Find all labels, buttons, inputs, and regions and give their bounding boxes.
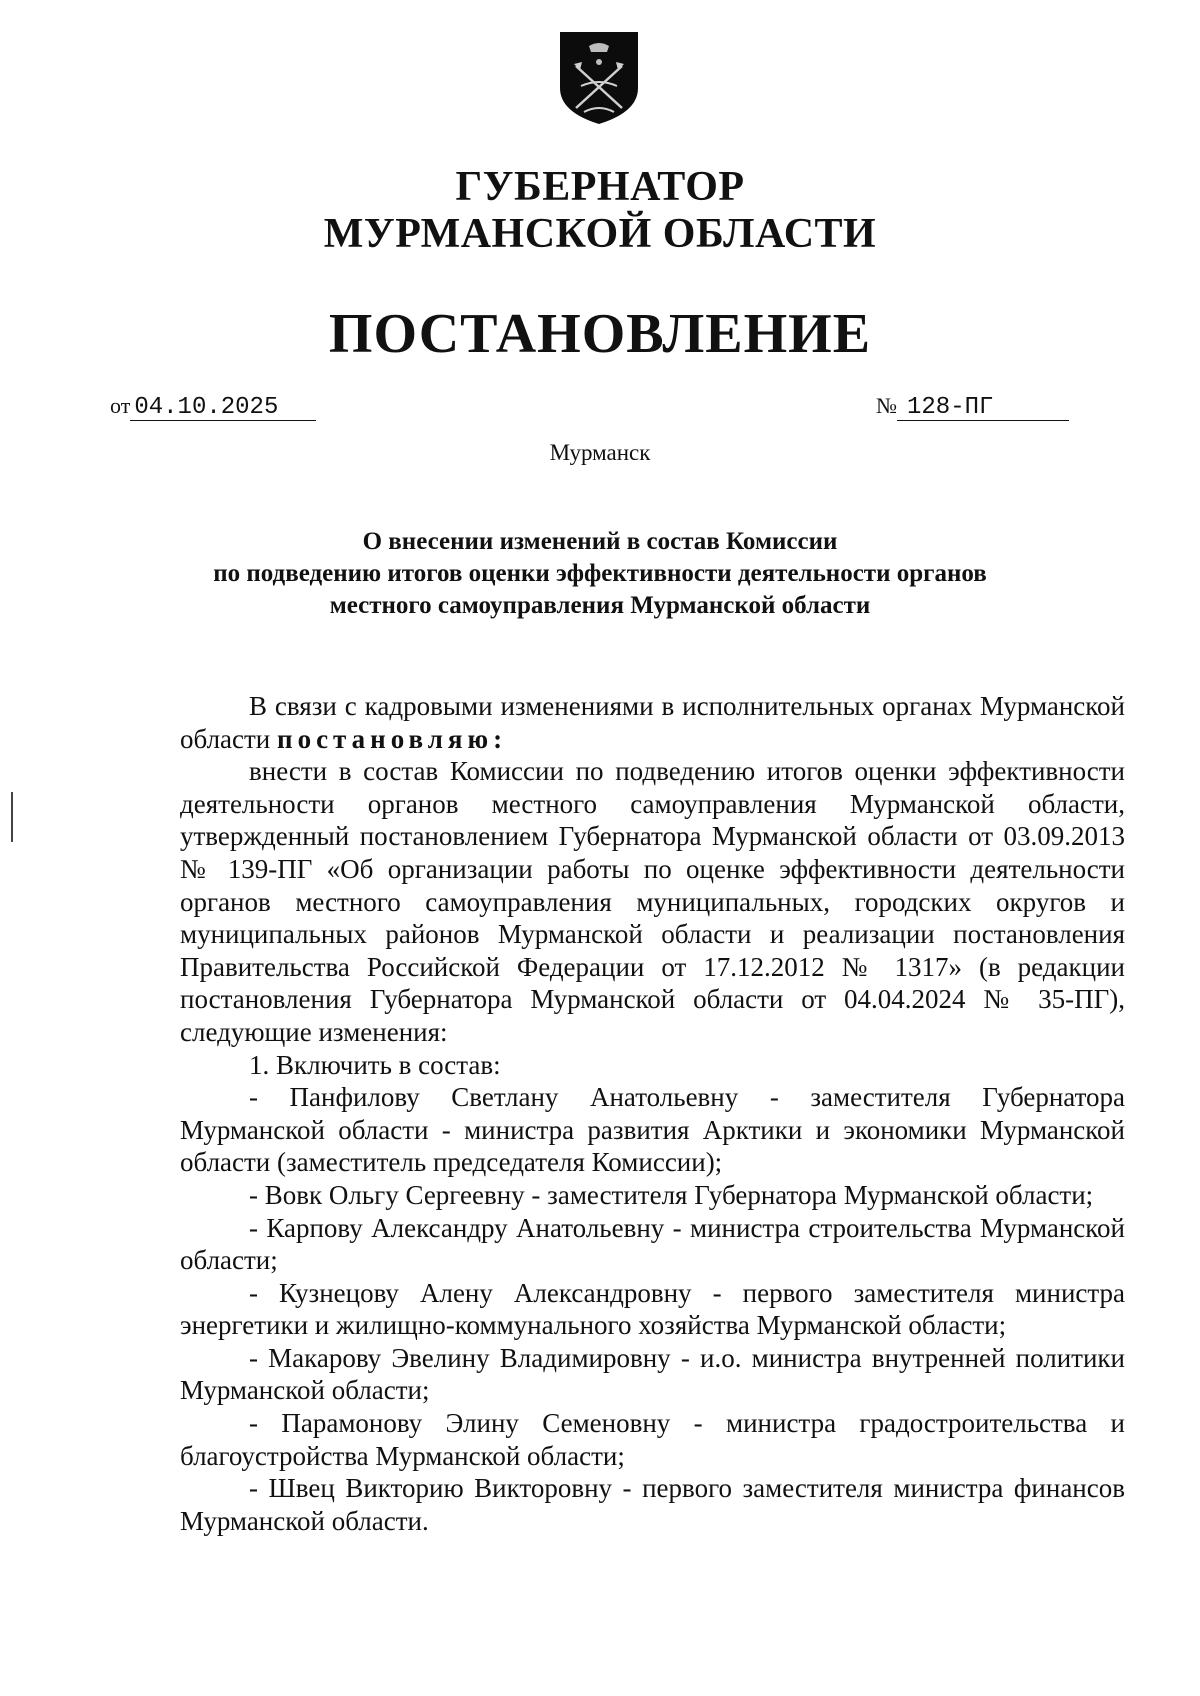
document-subject bbox=[100, 526, 1100, 622]
member-entry: - Макарову Эвелину Владимировну - и.о. министра внутренней политики Мурманской области; bbox=[180, 1342, 1125, 1406]
subject-line: по подведению итогов оценки эффективности деятельности органов bbox=[213, 560, 987, 587]
date-value: 04.10.2025 bbox=[130, 396, 316, 421]
document-date bbox=[110, 393, 316, 421]
date-prefix: от bbox=[110, 393, 131, 418]
number-prefix: № bbox=[876, 393, 897, 418]
decree-word: постановляю: bbox=[277, 723, 508, 754]
document-number bbox=[876, 393, 1069, 421]
subject-line: О внесении изменений в состав Комиссии bbox=[362, 528, 838, 555]
document-type: ПОСТАНОВЛЕНИЕ bbox=[328, 303, 872, 365]
preamble-text: В связи с кадровыми изменениями в исполнительных органах Мурманской области bbox=[180, 691, 1125, 754]
authority-region: МУРМАНСКОЙ ОБЛАСТИ bbox=[323, 211, 877, 257]
city: Мурманск bbox=[549, 440, 651, 465]
member-entry: - Карпову Александру Анатольевну - министра строительства Мурманской области; bbox=[180, 1212, 1125, 1276]
number-value: 128-ПГ bbox=[897, 396, 1069, 421]
coat-of-arms-icon bbox=[556, 28, 642, 126]
authority-title: ГУБЕРНАТОР bbox=[455, 164, 745, 210]
item-title: 1. Включить в состав: bbox=[249, 1049, 501, 1080]
scan-margin-mark bbox=[11, 792, 13, 842]
subject-line: местного самоуправления Мурманской области bbox=[329, 592, 871, 619]
member-entry: - Парамонову Элину Семеновну - министра градостроительства и благоустройства Мурманской области; bbox=[180, 1408, 1125, 1471]
member-entry: - Швец Викторию Викторовну - первого заместителя министра финансов Мурманской области. bbox=[180, 1473, 1125, 1536]
member-entry: - Панфилову Светлану Анатольевну - заместителя Губернатора Мурманской области - министра развития Арктики и экономики Мурманской области (заместитель председателя Комиссии); bbox=[180, 1082, 1125, 1178]
main-clause: внести в состав Комиссии по подведению итогов оценки эффективности деятельности органов местного самоуправления Мурманской области, утвержденный постановлением Губернатора Мурманской области от 03.09.2013 № 139-ПГ «Об организации работы по оценке эффективности деятельности органов местного самоуправления муниципальных, городских округов и муниципальных районов Мурманской области и реализации постановления Правительства Российской Федерации от 17.12.2012 № 1317» (в редакции постановления Губернатора Мурманской области от 04.04.2024 № 35-ПГ), следующие изменения: bbox=[180, 756, 1125, 1047]
document-body bbox=[180, 690, 1125, 1537]
preamble-paragraph bbox=[180, 690, 1125, 755]
member-entry: - Вовк Ольгу Сергеевну - заместителя Губернатора Мурманской области; bbox=[249, 1179, 1094, 1210]
member-entry: - Кузнецову Алену Александровну - первого заместителя министра энергетики и жилищно-коммунального хозяйства Мурманской области; bbox=[180, 1277, 1125, 1341]
